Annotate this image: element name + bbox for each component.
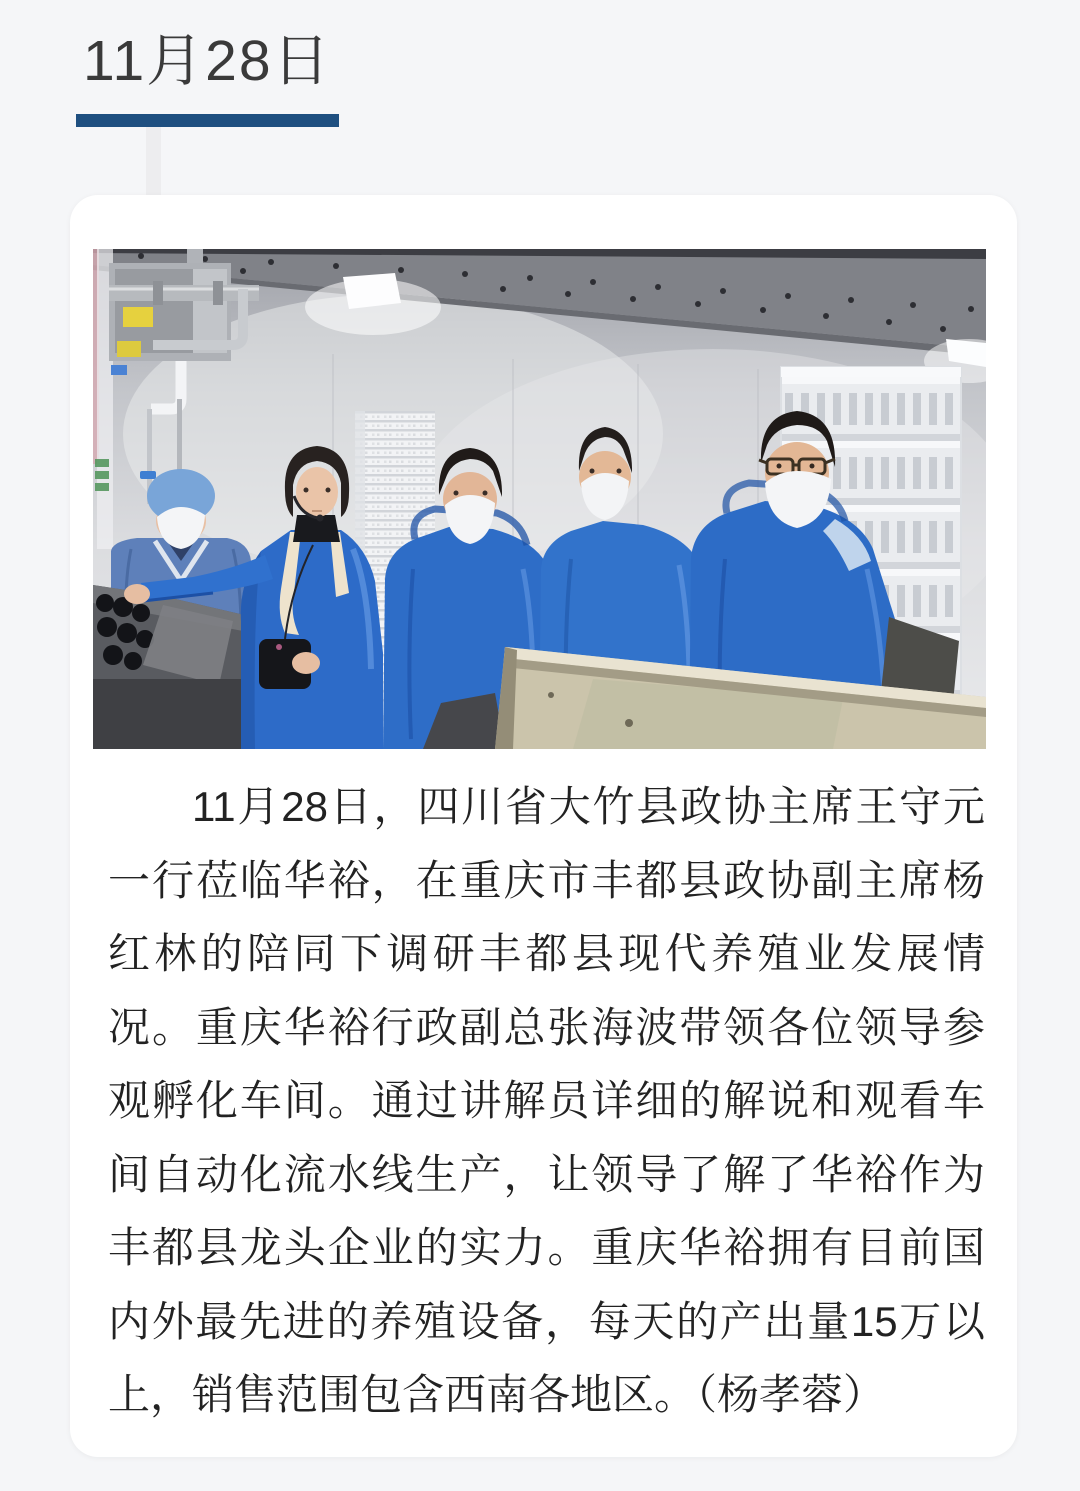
- paragraph-line: 间自动化流水线生产，让领导了解了华裕作为: [108, 1150, 985, 1198]
- article-paragraph: [108, 770, 985, 1432]
- paragraph-line: 一行莅临华裕，在重庆市丰都县政协副主席杨: [108, 856, 985, 904]
- paragraph-line: 丰都县龙头企业的实力。重庆华裕拥有目前国: [108, 1224, 985, 1271]
- factory-visit-photo: [93, 249, 986, 749]
- date-title: 11月28日: [83, 29, 332, 93]
- article-card: [70, 195, 1017, 1457]
- paragraph-line: 内外最先进的养殖设备，每天的产出量15万以: [108, 1297, 985, 1345]
- paragraph-line: 观孵化车间。通过讲解员详细的解说和观看车: [108, 1077, 985, 1124]
- paragraph-line: 上，销售范围包含西南各地区。（杨孝蓉）: [108, 1371, 886, 1418]
- paragraph-line: 11月28日，四川省大竹县政协主席王守元: [192, 783, 985, 830]
- factory-visit-photo-drawing: [93, 249, 986, 749]
- timeline-connector: [146, 127, 161, 196]
- paragraph-line: 红林的陪同下调研丰都县现代养殖业发展情: [108, 930, 985, 977]
- date-underline-bar: [76, 114, 339, 127]
- paragraph-line: 况。重庆华裕行政副总张海波带领各位领导参: [108, 1003, 985, 1051]
